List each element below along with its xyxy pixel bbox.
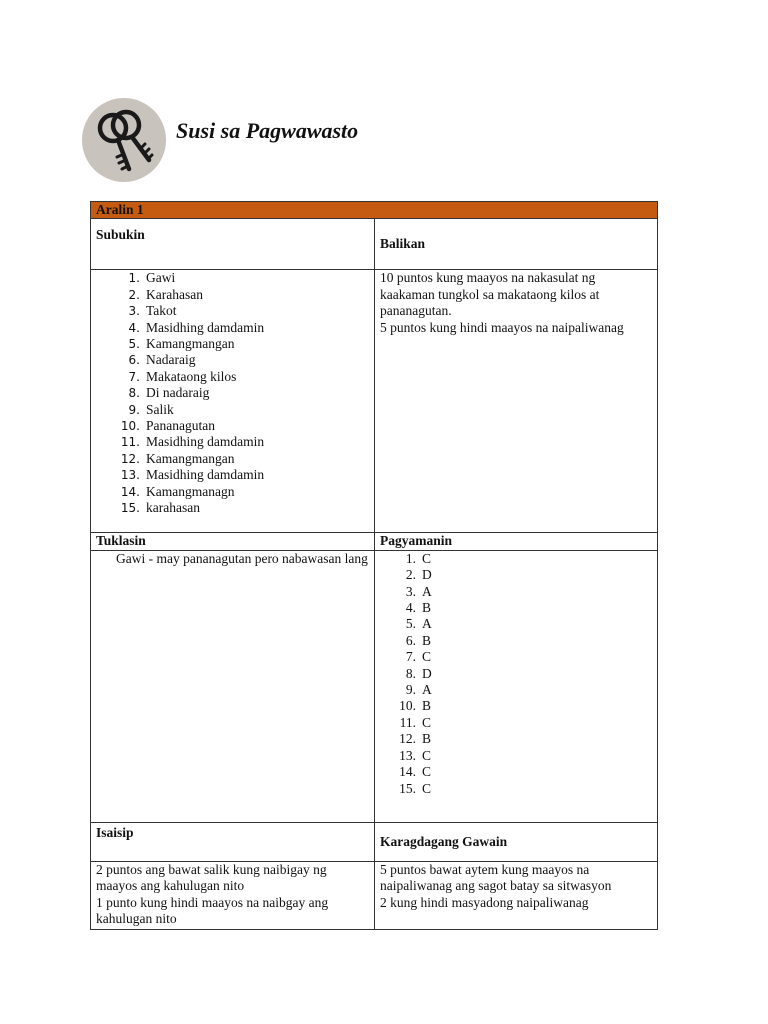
list-item: 15. karahasan <box>120 500 200 516</box>
pagyamanin-label: Pagyamanin <box>380 533 453 549</box>
balikan-text: 10 puntos kung maayos na nakasulat ng kaakaman tungkol sa makataong kilos at pananagutan. <box>380 270 600 319</box>
list-item: 9. Salik <box>128 401 174 417</box>
karagdagang-gawain-label: Karagdagang Gawain <box>380 833 508 849</box>
table-row <box>91 219 658 270</box>
list-item: 15. C <box>399 780 432 796</box>
isaisip-text: 2 puntos ang bawat salik kung naibigay ng maayos ang kahulugan nito <box>96 861 327 894</box>
subukin-answers <box>96 270 369 516</box>
list-item: 14. Kamangmanagn <box>120 483 235 499</box>
list-item: 9. A <box>405 682 432 698</box>
subukin-label: Subukin <box>96 227 145 243</box>
list-item: 2. D <box>405 567 432 583</box>
karagdagang-gawain-text: 5 puntos bawat aytem kung maayos na naipaliwanag ang sagot batay sa sitwasyon <box>380 861 612 894</box>
list-item: 2. Karahasan <box>128 286 203 302</box>
list-item: 12. Kamangmangan <box>120 450 235 466</box>
pagyamanin-answers <box>380 551 652 797</box>
isaisip-text: 1 punto kung hindi maayos na naibgay ang kahulugan nito <box>96 894 329 927</box>
karagdagang-gawain-text: 2 kung hindi masyadong naipaliwanag <box>380 894 589 910</box>
list-item: 8. D <box>405 665 432 681</box>
table-row <box>91 550 658 822</box>
keys-icon <box>82 98 166 182</box>
list-item: 10. B <box>399 698 432 714</box>
list-item: 13. C <box>399 747 432 763</box>
list-item: 7. Makataong kilos <box>128 368 237 384</box>
table-row <box>91 822 658 861</box>
table-row <box>91 270 658 533</box>
list-item: 12. B <box>399 731 432 747</box>
list-item: 10. Pananagutan <box>120 418 215 434</box>
list-item: 7. C <box>405 649 432 665</box>
answer-key-table <box>90 201 658 930</box>
list-item: 11. C <box>399 714 432 730</box>
table-row <box>91 533 658 550</box>
page-title: Susi sa Pagwawasto <box>176 118 359 143</box>
list-item: 5. Kamangmangan <box>128 336 235 352</box>
list-item: 6. B <box>405 632 432 648</box>
list-item: 1. C <box>405 550 432 566</box>
table-row <box>91 861 658 929</box>
list-item: 13. Masidhing damdamin <box>120 467 265 483</box>
balikan-label: Balikan <box>380 236 426 252</box>
section-header-row <box>91 202 658 219</box>
list-item: 11. Masidhing damdamin <box>120 434 265 450</box>
tuklasin-text: Gawi - may pananagutan pero nabawasan lang <box>116 550 368 566</box>
list-item: 1. Gawi <box>128 270 176 286</box>
list-item: 4. B <box>405 600 432 616</box>
section-title: Aralin 1 <box>91 202 658 219</box>
isaisip-label: Isaisip <box>96 824 134 840</box>
keys-logo <box>82 98 166 182</box>
list-item: 6. Nadaraig <box>128 352 196 368</box>
list-item: 3. A <box>405 583 432 599</box>
tuklasin-label: Tuklasin <box>96 533 146 549</box>
list-item: 4. Masidhing damdamin <box>128 319 265 335</box>
balikan-text: 5 puntos kung hindi maayos na naipaliwanag <box>380 319 624 335</box>
list-item: 14. C <box>399 764 432 780</box>
list-item: 8. Di nadaraig <box>128 385 210 401</box>
list-item: 3. Takot <box>128 303 177 319</box>
list-item: 5. A <box>405 616 432 632</box>
